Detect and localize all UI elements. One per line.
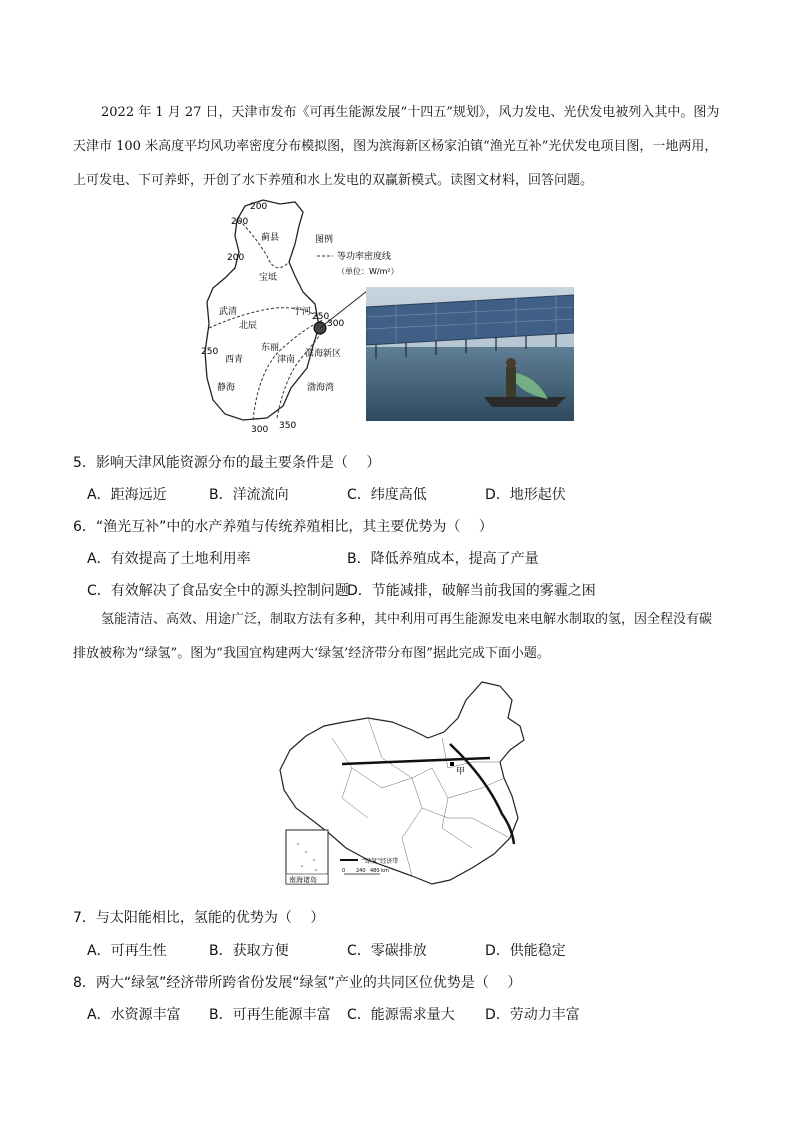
place-label: 东丽	[261, 343, 280, 353]
q7-option-a[interactable]: A．可再生性	[87, 943, 167, 959]
q6-option-d[interactable]: D．节能减排，破解当前我国的雾霾之困	[347, 583, 596, 599]
marker-jia	[450, 762, 454, 766]
scale-480: 480 km	[370, 868, 389, 874]
q7-option-d[interactable]: D．供能稳定	[485, 943, 566, 959]
scale-240: 240	[356, 868, 366, 874]
legend-unit: （单位：W/m²）	[337, 267, 399, 276]
q7-option-c[interactable]: C．零碳排放	[347, 943, 427, 959]
q6-option-c[interactable]: C．有效解决了食品安全中的源头控制问题	[87, 583, 349, 599]
place-label: 宝坻	[259, 273, 278, 283]
question-6-stem: 6．“渔光互补”中的水产养殖与传统养殖相比，其主要优势为（ ）	[73, 519, 493, 535]
legend-belt-label: “绿氢”经济带	[362, 858, 399, 865]
q6-option-a[interactable]: A．有效提高了土地利用率	[87, 551, 251, 567]
question-8-stem: 8．两大“绿氢”经济带所跨省份发展“绿氢”产业的共同区位优势是（ ）	[73, 975, 522, 991]
q8-option-b[interactable]: B．可再生能源丰富	[209, 1007, 331, 1023]
q7-option-b[interactable]: B．获取方便	[209, 943, 289, 959]
q5-option-a[interactable]: A．距海远近	[87, 487, 167, 503]
place-label: 静海	[217, 383, 236, 393]
isoline-label: 300	[327, 319, 345, 329]
q8-option-c[interactable]: C．能源需求量大	[347, 1007, 455, 1023]
isoline-label: 200	[231, 217, 249, 227]
intro-paragraph-2: 氢能清洁、高效、用途广泛，制取方法有多种，其中利用可再生能源发电来电解水制取的氢，因全程没有碳排放被称为“绿氢”。图为“我国宜构建两大‘绿氢’经济带分布图”据此完成下面小题。	[73, 612, 713, 661]
marker-jia-label: 甲	[456, 767, 466, 777]
isoline-label: 250	[312, 312, 330, 322]
legend-title: 图例	[315, 235, 334, 245]
intro-paragraph-1: 2022 年 1 月 27 日，天津市发布《可再生能源发展“十四五”规划》，风力发电、光伏发电被列入其中。图为天津市 100 米高度平均风功率密度分布模拟图，图为滨海新区杨家泊镇“渔光互补”光伏发电项目图，一地两用，上可发电、下可养虾，开创了水下养殖和水上发电的双赢新模式。读图文材料，回答问题。	[73, 105, 720, 188]
china-hydrogen-map	[272, 678, 542, 890]
isoline-label: 350	[279, 421, 297, 431]
isoline-label: 300	[251, 425, 269, 435]
question-5-stem: 5．影响天津风能资源分布的最主要条件是（ ）	[73, 455, 381, 471]
q8-option-a[interactable]: A．水资源丰富	[87, 1007, 181, 1023]
isoline-label: 200	[250, 202, 268, 212]
place-label: 西青	[225, 355, 244, 365]
place-label: 渤海湾	[307, 383, 335, 393]
q5-option-c[interactable]: C．纬度高低	[347, 487, 427, 503]
question-7-stem: 7．与太阳能相比，氢能的优势为（ ）	[73, 910, 325, 926]
place-label: 宁河	[293, 307, 312, 317]
place-label: 武清	[219, 307, 238, 317]
legend-line-label: 等功率密度线	[337, 252, 392, 262]
isoline-label: 250	[201, 347, 219, 357]
fishery-solar-photo	[366, 287, 574, 421]
scale-0: 0	[342, 868, 346, 874]
q8-option-d[interactable]: D．劳动力丰富	[485, 1007, 580, 1023]
place-label: 津南	[277, 355, 296, 365]
q6-option-b[interactable]: B．降低养殖成本，提高了产量	[347, 551, 539, 567]
isoline-label: 200	[227, 253, 245, 263]
q5-option-b[interactable]: B．洋流流向	[209, 487, 289, 503]
q5-option-d[interactable]: D．地形起伏	[485, 487, 566, 503]
place-label: 北辰	[239, 321, 258, 331]
inset-label: 南海诸岛	[289, 876, 317, 884]
place-label: 滨海新区	[305, 349, 342, 359]
place-label: 蓟县	[261, 233, 280, 243]
